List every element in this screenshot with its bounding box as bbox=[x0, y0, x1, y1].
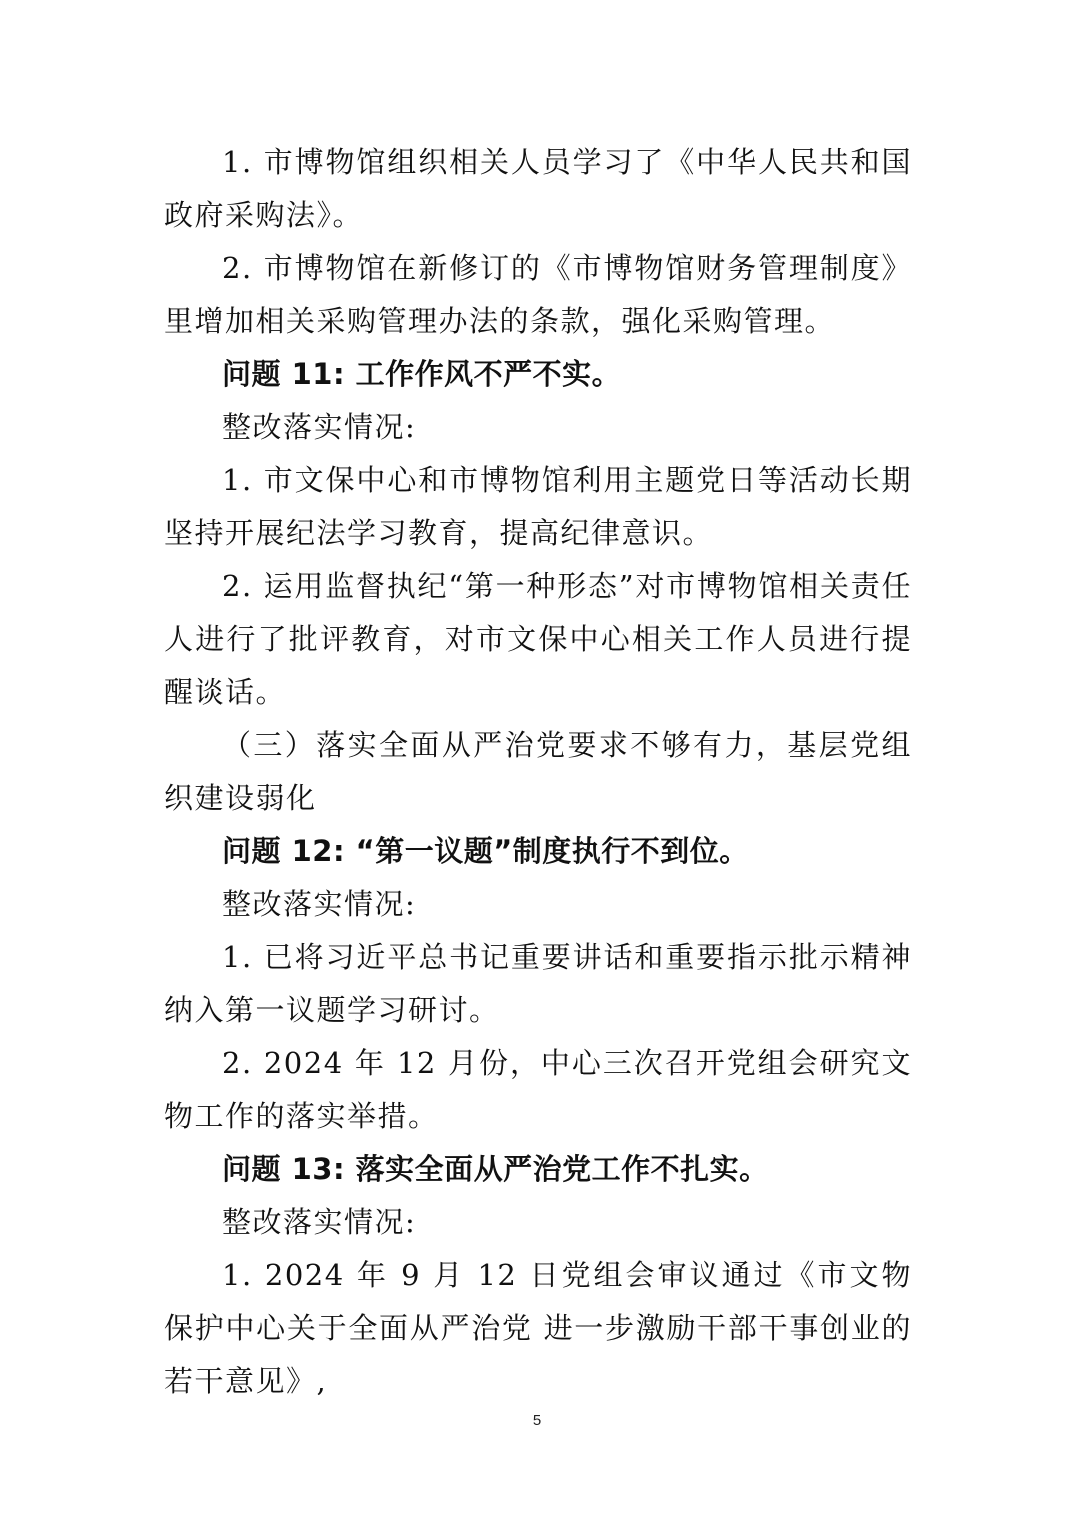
paragraph-item-1: 1. 已将习近平总书记重要讲话和重要指示批示精神纳入第一议题学习研讨。 bbox=[164, 940, 912, 1027]
paragraph-item-2: 2. 2024 年 12 月份，中心三次召开党组会研究文物工作的落实举措。 bbox=[164, 1046, 912, 1133]
paragraph-item-1: 1. 市文保中心和市博物馆利用主题党日等活动长期坚持开展纪法学习教育，提高纪律意识。 bbox=[164, 463, 912, 550]
paragraph-item-2: 2. 市博物馆在新修订的《市博物馆财务管理制度》里增加相关采购管理办法的条款，强化采购管理。 bbox=[164, 251, 912, 338]
issue-12-heading: 问题 12: “第一议题”制度执行不到位。 bbox=[222, 834, 749, 868]
rectification-label: 整改落实情况: bbox=[222, 410, 417, 444]
rectification-label: 整改落实情况: bbox=[222, 1205, 417, 1239]
paragraph-item-2: 2. 运用监督执纪“第一种形态”对市博物馆相关责任人进行了批评教育，对市文保中心相关工作人员进行提醒谈话。 bbox=[164, 569, 912, 709]
issue-11-heading: 问题 11: 工作作风不严不实。 bbox=[222, 357, 622, 391]
paragraph-item-1: 1. 2024 年 9 月 12 日党组会审议通过《市文物保护中心关于全面从严治党 进一步激励干部干事创业的若干意见》, bbox=[164, 1258, 912, 1398]
issue-13-heading: 问题 13: 落实全面从严治党工作不扎实。 bbox=[222, 1152, 769, 1186]
paragraph-item-1: 1. 市博物馆组织相关人员学习了《中华人民共和国政府采购法》。 bbox=[164, 145, 912, 232]
document-body bbox=[164, 136, 912, 1408]
page-number: 5 bbox=[532, 1412, 542, 1429]
section-heading: （三）落实全面从严治党要求不够有力，基层党组织建设弱化 bbox=[164, 728, 912, 815]
rectification-label: 整改落实情况: bbox=[222, 887, 417, 921]
